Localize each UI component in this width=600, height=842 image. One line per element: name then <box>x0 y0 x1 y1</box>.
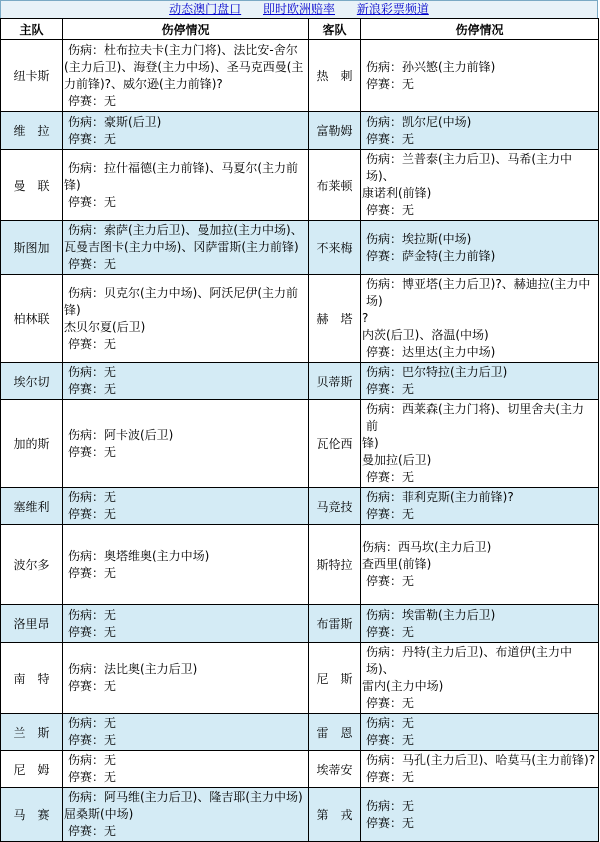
away-team: 热 刺 <box>309 40 361 112</box>
away-injury-info <box>361 605 599 643</box>
away-injury-info <box>361 275 599 363</box>
home-injury-info <box>63 400 309 488</box>
home-team: 洛里昂 <box>1 605 63 643</box>
home-team: 加的斯 <box>1 400 63 488</box>
away-team: 赫 塔 <box>309 275 361 363</box>
injury-line: 停赛：无 <box>366 733 415 747</box>
injury-line: 伤病：阿卡波(后卫) <box>68 427 174 442</box>
home-team: 纽卡斯 <box>1 40 63 112</box>
home-injury-info <box>63 643 309 714</box>
match-row <box>1 488 599 525</box>
home-team: 斯图加 <box>1 221 63 275</box>
injury-line: 伤病：拉什福德(主力前锋)、马夏尔(主力前 <box>68 160 299 175</box>
match-row <box>1 605 599 643</box>
injury-line: 锋) <box>362 436 379 450</box>
injury-line: 锋) <box>64 177 81 192</box>
away-team: 尼 斯 <box>309 643 361 714</box>
away-injury-info <box>361 488 599 525</box>
match-row <box>1 221 599 275</box>
injury-line: 康诺利(前锋) <box>362 186 432 200</box>
home-injury-header: 伤停情况 <box>63 19 309 40</box>
away-team: 瓦伦西 <box>309 400 361 488</box>
away-team: 雷 恩 <box>309 714 361 751</box>
match-row <box>1 751 599 788</box>
home-injury-info <box>63 363 309 400</box>
injury-line: 停赛：无 <box>68 507 117 521</box>
injury-line: 屈桑斯(中场) <box>64 807 134 821</box>
away-injury-info <box>361 112 599 150</box>
injury-line: 伤病：无 <box>366 798 415 813</box>
injury-line: 停赛：无 <box>68 444 117 459</box>
injury-line: 停赛：无 <box>68 733 117 747</box>
away-injury-info <box>361 714 599 751</box>
injury-line: 伤病：无 <box>68 490 117 504</box>
injury-line: 伤病：西莱森(主力门将)、切里舍夫(主力前 <box>366 402 585 433</box>
injury-line: 停赛：无 <box>68 624 117 639</box>
away-team: 埃蒂安 <box>309 751 361 788</box>
home-team: 柏林联 <box>1 275 63 363</box>
home-injury-info <box>63 40 309 112</box>
injury-line: 停赛：无 <box>68 93 117 108</box>
injury-line: ? <box>362 311 369 325</box>
home-team: 曼 联 <box>1 150 63 221</box>
injury-line: 力前锋)?、威尔逊(主力前锋)? <box>64 76 223 91</box>
link-bar <box>0 0 598 18</box>
injury-line: 伤病：豪斯(后卫) <box>68 114 162 129</box>
injury-line: 内茨(后卫)、洛温(中场) <box>362 328 489 342</box>
match-row <box>1 525 599 605</box>
match-row <box>1 714 599 751</box>
injury-line: 伤病：无 <box>68 716 117 730</box>
away-team: 富勒姆 <box>309 112 361 150</box>
injury-line: 伤病：孙兴慜(主力前锋) <box>366 59 496 74</box>
injury-line: 伤病：西马坎(主力后卫) <box>362 540 492 554</box>
injury-line: 停赛：无 <box>366 696 415 710</box>
away-injury-header: 伤停情况 <box>361 19 599 40</box>
injury-line: 停赛：无 <box>68 194 117 209</box>
injury-line: 伤病：巴尔特拉(主力后卫) <box>366 365 508 379</box>
injury-line: 伤病：阿马维(主力后卫)、隆吉耶(主力中场) <box>68 790 303 804</box>
injury-table <box>0 18 599 842</box>
away-injury-info <box>361 751 599 788</box>
match-row <box>1 788 599 842</box>
match-row <box>1 40 599 112</box>
injury-line: 停赛：无 <box>366 470 415 484</box>
injury-line: 停赛：无 <box>68 770 117 784</box>
header-row <box>1 19 599 40</box>
injury-line: 停赛：无 <box>366 624 415 639</box>
match-row <box>1 363 599 400</box>
injury-line: 杰贝尔夏(后卫) <box>64 319 146 334</box>
away-injury-info <box>361 363 599 400</box>
away-team: 第 戎 <box>309 788 361 842</box>
injury-line: 停赛：无 <box>366 770 415 784</box>
home-injury-info <box>63 150 309 221</box>
home-team: 兰 斯 <box>1 714 63 751</box>
injury-line: 伤病：奥塔维奥(主力中场) <box>68 548 210 563</box>
home-injury-info <box>63 112 309 150</box>
injury-line: 伤病：埃雷勒(主力后卫) <box>366 607 496 622</box>
injury-line: (主力后卫)、海登(主力中场)、圣马克西曼(主 <box>64 59 304 74</box>
injury-line: 瓦曼吉图卡(主力中场)、冈萨雷斯(主力前锋) <box>64 240 299 254</box>
injury-line: 停赛：无 <box>366 815 415 830</box>
injury-line: 伤病：贝克尔(主力中场)、阿沃尼伊(主力前 <box>68 285 299 300</box>
home-team: 波尔多 <box>1 525 63 605</box>
match-row <box>1 643 599 714</box>
injury-line: 曼加拉(后卫) <box>362 453 432 467</box>
injury-line: 伤病：索萨(主力后卫)、曼加拉(主力中场)、 <box>68 223 303 237</box>
away-team: 布莱顿 <box>309 150 361 221</box>
injury-line: 停赛：无 <box>366 76 415 91</box>
injury-line: 伤病：埃拉斯(中场) <box>366 231 472 246</box>
away-team: 不来梅 <box>309 221 361 275</box>
injury-line: 停赛：无 <box>68 382 117 396</box>
injury-line: 伤病：无 <box>68 607 117 622</box>
away-injury-info <box>361 525 599 605</box>
injury-line: 停赛：无 <box>366 574 415 588</box>
away-injury-info <box>361 643 599 714</box>
injury-line: 锋) <box>64 302 81 317</box>
sina-lottery-link[interactable]: 新浪彩票频道 <box>356 2 429 16</box>
injury-line: 伤病：兰普泰(主力后卫)、马希(主力中场)、 <box>366 152 573 183</box>
home-team: 马 赛 <box>1 788 63 842</box>
away-team: 斯特拉 <box>309 525 361 605</box>
injury-line: 伤病：菲利克斯(主力前锋)? <box>366 490 514 504</box>
injury-line: 伤病：丹特(主力后卫)、布道伊(主力中场)、 <box>366 645 573 676</box>
home-team: 南 特 <box>1 643 63 714</box>
away-injury-info <box>361 221 599 275</box>
home-team-header: 主队 <box>1 19 63 40</box>
injury-line: 停赛：无 <box>366 203 415 217</box>
home-injury-info <box>63 605 309 643</box>
match-row <box>1 275 599 363</box>
home-injury-info <box>63 221 309 275</box>
home-injury-info <box>63 788 309 842</box>
injury-line: 伤病：马孔(主力后卫)、哈莫马(主力前锋)? <box>366 753 596 767</box>
injury-line: 停赛：无 <box>68 679 117 693</box>
away-injury-info <box>361 150 599 221</box>
match-row <box>1 112 599 150</box>
away-team: 贝蒂斯 <box>309 363 361 400</box>
injury-line: 停赛：无 <box>366 131 415 146</box>
home-team: 埃尔切 <box>1 363 63 400</box>
away-injury-info <box>361 400 599 488</box>
match-row <box>1 400 599 488</box>
injury-line: 停赛：萨金特(主力前锋) <box>366 248 496 263</box>
match-row <box>1 150 599 221</box>
injury-line: 停赛：达里达(主力中场) <box>366 345 496 359</box>
away-team: 布雷斯 <box>309 605 361 643</box>
injury-line: 停赛：无 <box>68 565 117 580</box>
macau-odds-link[interactable]: 动态澳门盘口 <box>169 2 242 16</box>
home-injury-info <box>63 488 309 525</box>
injury-line: 伤病：杜布拉夫卡(主力门将)、法比安-舍尔 <box>68 42 298 57</box>
injury-line: 停赛：无 <box>68 131 117 146</box>
away-team-header: 客队 <box>309 19 361 40</box>
home-injury-info <box>63 714 309 751</box>
away-injury-info <box>361 788 599 842</box>
europe-odds-link[interactable]: 即时欧洲赔率 <box>262 2 335 16</box>
away-team: 马竞技 <box>309 488 361 525</box>
injury-line: 伤病：法比奥(主力后卫) <box>68 662 198 676</box>
injury-line: 停赛：无 <box>68 824 117 838</box>
injury-line: 伤病：无 <box>68 753 117 767</box>
home-team: 维 拉 <box>1 112 63 150</box>
home-injury-info <box>63 525 309 605</box>
injury-line: 停赛：无 <box>68 336 117 351</box>
injury-line: 查西里(前锋) <box>362 557 432 571</box>
injury-line: 伤病：凯尔尼(中场) <box>366 114 472 129</box>
injury-line: 停赛：无 <box>366 382 415 396</box>
injury-line: 停赛：无 <box>68 257 117 271</box>
home-team: 尼 姆 <box>1 751 63 788</box>
home-injury-info <box>63 751 309 788</box>
injury-line: 停赛：无 <box>366 507 415 521</box>
home-team: 塞维利 <box>1 488 63 525</box>
injury-line: 伤病：无 <box>68 365 117 379</box>
injury-line: 雷内(主力中场) <box>362 679 444 693</box>
injury-line: 伤病：博亚塔(主力后卫)?、赫迪拉(主力中场) <box>366 277 591 308</box>
injury-line: 伤病：无 <box>366 716 415 730</box>
home-injury-info <box>63 275 309 363</box>
away-injury-info <box>361 40 599 112</box>
